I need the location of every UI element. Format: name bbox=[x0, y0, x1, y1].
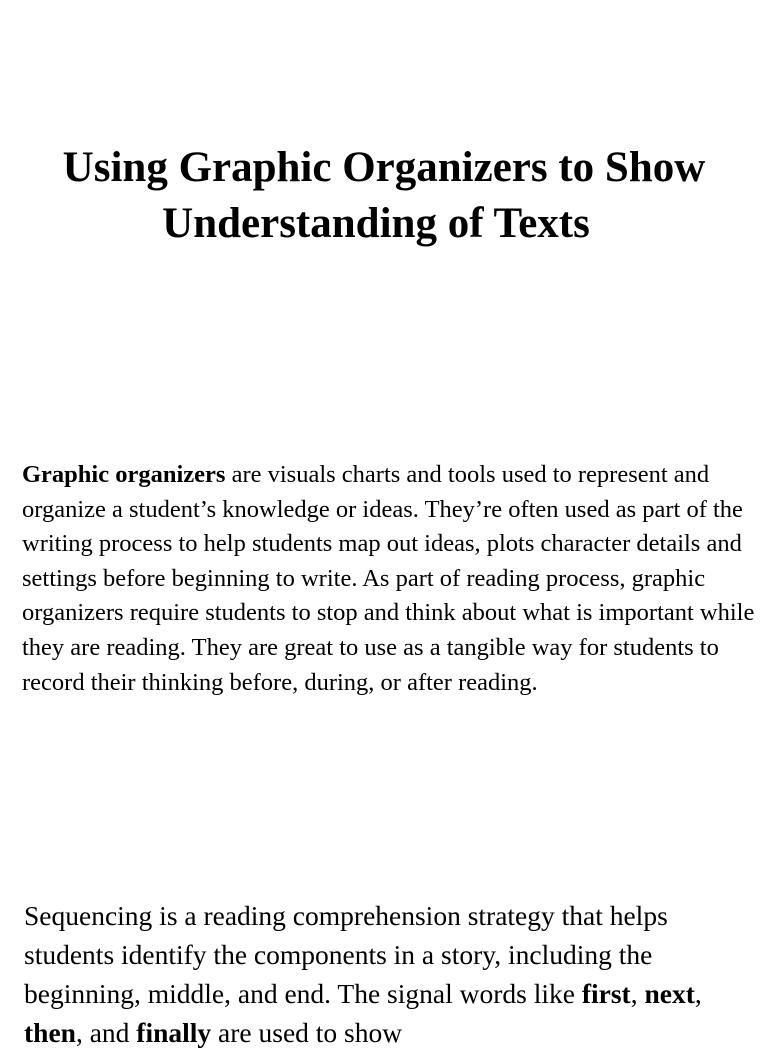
signal-word-finally: finally bbox=[136, 1017, 212, 1048]
signal-word-then: then bbox=[24, 1017, 76, 1048]
page-title bbox=[0, 140, 768, 252]
sequencing-paragraph bbox=[24, 896, 760, 1052]
signal-word-next: next bbox=[644, 978, 695, 1009]
separator-2: , bbox=[694, 978, 702, 1009]
paragraph2-text-end: are used to show bbox=[211, 1017, 403, 1048]
paragraph2-text-start: Sequencing is a reading comprehension strategy that helps students identify the components in a story, including the beginning, middle, and end. The signal words like bbox=[24, 900, 668, 1009]
separator-1: , bbox=[630, 978, 645, 1009]
graphic-organizers-paragraph bbox=[22, 458, 758, 700]
separator-3: , and bbox=[75, 1017, 137, 1048]
paragraph1-text: are visuals charts and tools used to represent and organize a student’s knowledge or ideas. They’re often used as part of the writing process to help students map out ideas, plots character details and settings before beginning to write. As part of reading process, graphic organizers require students to stop and think about what is important while they are reading. They are great to use as a tangible way for students to record their thinking before, during, or after reading. bbox=[22, 461, 755, 696]
title-line-1: Using Graphic Organizers to Show bbox=[62, 144, 706, 191]
title-line-2: Understanding of Texts bbox=[162, 200, 590, 247]
bold-term-graphic-organizers: Graphic organizers bbox=[22, 461, 226, 488]
signal-word-first: first bbox=[581, 978, 631, 1009]
